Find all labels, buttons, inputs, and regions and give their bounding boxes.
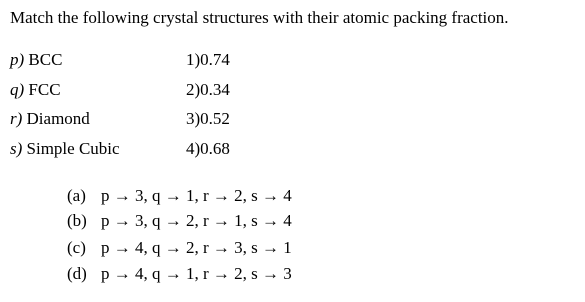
option-tag: (b)	[67, 211, 87, 230]
item-letter: s)	[10, 139, 23, 158]
packing-fraction-value: 1)0.74	[186, 50, 230, 69]
structure-item	[10, 109, 90, 129]
structure-name: Diamond	[26, 109, 90, 128]
structure-name: Simple Cubic	[26, 139, 120, 158]
structure-name: BCC	[28, 50, 63, 69]
structure-name: FCC	[28, 80, 61, 99]
option-tag: (d)	[67, 264, 87, 283]
structure-item	[10, 50, 62, 70]
question-text: Match the following crystal structures with their atomic packing fraction.	[10, 8, 509, 27]
packing-fraction-value: 3)0.52	[186, 109, 230, 128]
packing-fraction-value: 4)0.68	[186, 139, 230, 158]
option-expression: p → 4, q → 1, r → 2, s → 3	[101, 264, 292, 283]
item-letter: q)	[10, 80, 25, 99]
item-letter: p)	[10, 50, 25, 69]
option-expression: p → 3, q → 1, r → 2, s → 4	[101, 186, 292, 205]
item-letter: r)	[10, 109, 23, 128]
structure-item	[10, 80, 61, 100]
option-tag: (c)	[67, 238, 86, 257]
option-tag: (a)	[67, 186, 86, 205]
option-expression: p → 3, q → 2, r → 1, s → 4	[101, 211, 292, 230]
option-expression: p → 4, q → 2, r → 3, s → 1	[101, 238, 292, 257]
structure-item	[10, 139, 120, 159]
packing-fraction-value: 2)0.34	[186, 80, 230, 99]
